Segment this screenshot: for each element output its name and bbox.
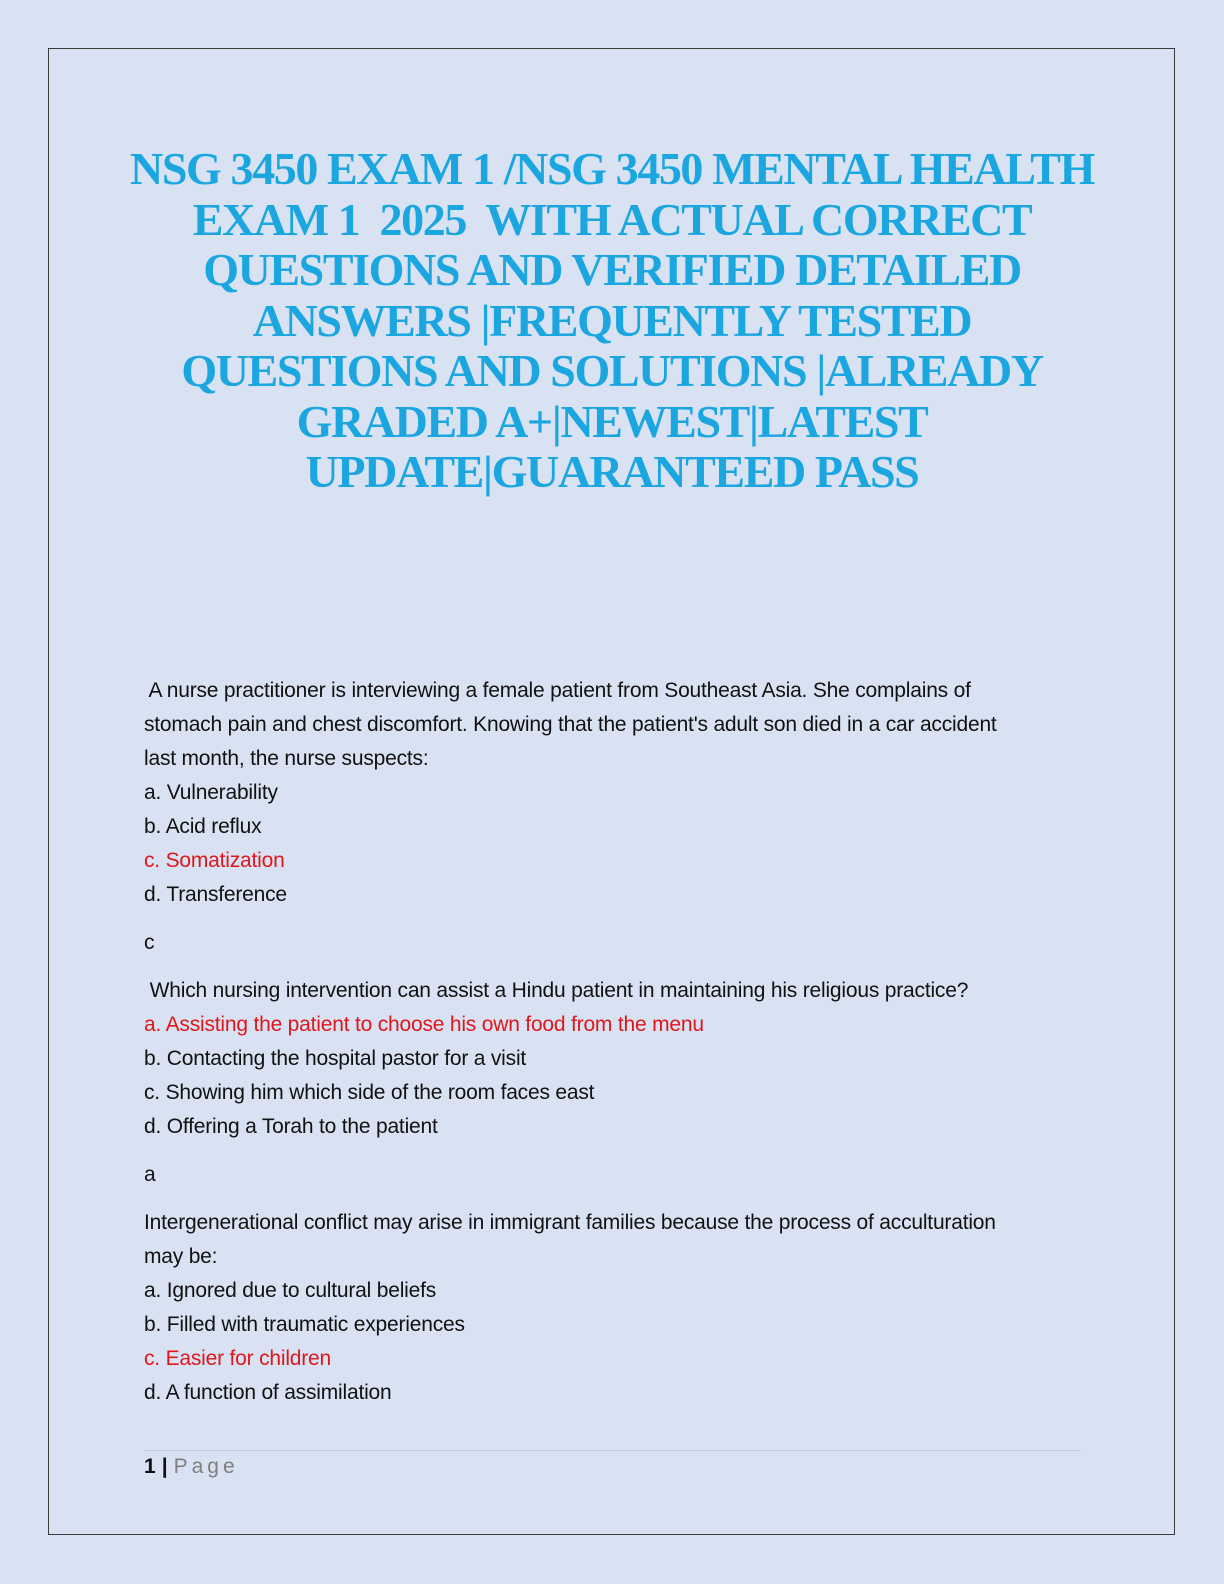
page-label: Page xyxy=(173,1455,239,1478)
title-line: GRADED A+|NEWEST|LATEST xyxy=(296,395,928,447)
title-line: QUESTIONS AND VERIFIED DETAILED xyxy=(203,244,1021,295)
title-line: NSG 3450 EXAM 1 /NSG 3450 MENTAL HEALTH xyxy=(130,143,1094,194)
option-b: b. Contacting the hospital pastor for a visit xyxy=(144,1047,527,1070)
title-line: ANSWERS |FREQUENTLY TESTED xyxy=(252,294,972,346)
answer-key: a xyxy=(144,1163,156,1186)
question-2 xyxy=(144,974,1084,1192)
option-c-correct: c. Somatization xyxy=(144,849,285,872)
option-a: a. Vulnerability xyxy=(144,781,278,804)
option-d: d. Transference xyxy=(144,883,287,906)
answer-key: c xyxy=(144,931,155,954)
footer-divider xyxy=(144,1450,1081,1451)
question-stem-line: last month, the nurse suspects: xyxy=(144,747,429,770)
title-line: EXAM 1 2025 WITH ACTUAL CORRECT xyxy=(192,193,1032,245)
question-1 xyxy=(144,674,1084,960)
title-line: QUESTIONS AND SOLUTIONS |ALREADY xyxy=(181,345,1043,396)
footer-separator: | xyxy=(161,1455,168,1478)
option-d: d. Offering a Torah to the patient xyxy=(144,1115,438,1138)
option-c: c. Showing him which side of the room faces east xyxy=(144,1081,595,1104)
option-a-correct: a. Assisting the patient to choose his own food from the menu xyxy=(144,1013,704,1036)
questions-body xyxy=(144,674,1084,1410)
title-line: UPDATE|GUARANTEED PASS xyxy=(305,446,919,497)
option-b: b. Filled with traumatic experiences xyxy=(144,1313,465,1336)
question-3 xyxy=(144,1206,1084,1410)
option-b: b. Acid reflux xyxy=(144,815,262,838)
document-title xyxy=(120,144,1104,498)
question-stem-line: stomach pain and chest discomfort. Knowing that the patient's adult son died in a car accident xyxy=(144,713,997,736)
option-d: d. A function of assimilation xyxy=(144,1381,392,1404)
option-c-correct: c. Easier for children xyxy=(144,1347,332,1370)
question-stem-line: A nurse practitioner is interviewing a female patient from Southeast Asia. She complains of xyxy=(144,679,971,702)
page-number: 1 xyxy=(144,1455,156,1478)
option-a: a. Ignored due to cultural beliefs xyxy=(144,1279,437,1302)
question-stem-line: may be: xyxy=(144,1245,218,1268)
question-stem-line: Intergenerational conflict may arise in immigrant families because the process of acculturation xyxy=(144,1211,996,1234)
page-footer xyxy=(144,1455,239,1479)
question-stem-line: Which nursing intervention can assist a Hindu patient in maintaining his religious practice? xyxy=(144,979,969,1002)
